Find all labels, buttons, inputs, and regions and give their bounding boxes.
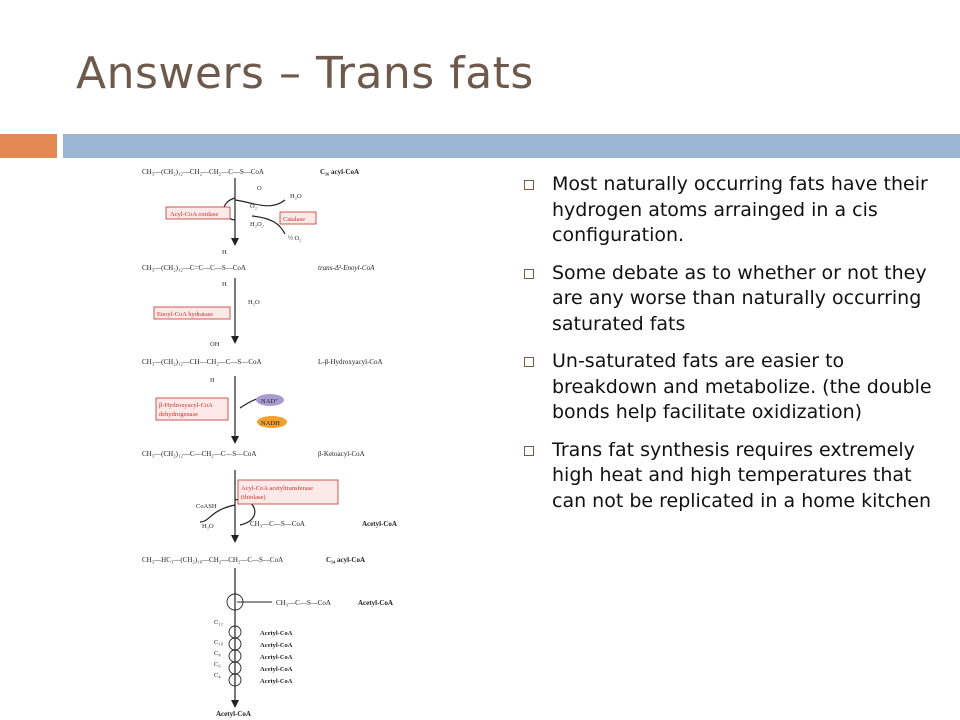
- acetyl-coa-label-2: Acetyl-CoA: [358, 599, 393, 607]
- square-bullet-icon: [524, 269, 534, 279]
- ketoacyl-coa-label: β-Ketoacyl-CoA: [318, 450, 365, 458]
- cycle-c8: C₈: [214, 650, 221, 657]
- pathway-arrows: [200, 178, 285, 700]
- oh-label: OH: [210, 341, 220, 348]
- h2o-hydratase-label: H₂O: [248, 299, 260, 306]
- square-bullet-icon: [524, 357, 534, 367]
- bullet-item: [522, 261, 942, 338]
- nad-label: NAD⁺: [261, 398, 279, 405]
- hydroxyacyl-dehydrogenase-1: β-Hydroxyacyl-CoA: [159, 402, 213, 409]
- coash-label: CoASH: [196, 503, 217, 510]
- h-row3: H: [210, 377, 215, 384]
- catalase: Catalase: [283, 216, 306, 223]
- final-acetyl-coa: Acetyl-CoA: [216, 710, 251, 718]
- acyl-coa-oxidase: Acyl-CoA oxidase: [170, 211, 219, 218]
- hydroxyacyl-coa-label: L-β-Hydroxyacyl-CoA: [318, 358, 383, 366]
- cycle-c4: C₄: [214, 672, 221, 679]
- enoyl-coa-formula: CH₃—(CH₂)₁₂—C=C—C—S—CoA: [142, 264, 246, 272]
- bullet-text: Most naturally occurring fats have their hydrogen atoms arrainged in a cis configuration.: [552, 173, 928, 246]
- o2-label: O₂: [250, 203, 257, 210]
- square-bullet-icon: [524, 180, 534, 190]
- h-above: H: [222, 249, 227, 256]
- half-o2-label: ½ O₂: [288, 235, 302, 242]
- slide-title: Answers – Trans fats: [76, 48, 534, 99]
- accent-bar-orange: [0, 134, 57, 158]
- nadh-label: NADH: [261, 420, 280, 427]
- cycle-product-2: Acetyl-CoA: [260, 642, 293, 649]
- h2o2-label: H₂O₂: [250, 221, 264, 228]
- acetyl-coa-formula-2: CH₃—C—S—CoA: [276, 599, 331, 607]
- h2o-thiolase-label: H₂O: [202, 523, 214, 530]
- cycle-product-1: Acetyl-CoA: [260, 630, 293, 637]
- bullet-text: Some debate as to whether or not they are any worse than naturally occurring saturated fats: [552, 261, 927, 335]
- o-label: O: [257, 185, 262, 192]
- c14-acyl-coa-label: C₁₄ acyl-CoA: [326, 556, 365, 564]
- bullet-text: Trans fat synthesis requires extremely high heat and high temperatures that can not be replicated in a home kitchen: [552, 438, 932, 512]
- cycle-product-4: Acetyl-CoA: [260, 666, 293, 673]
- h-below: H: [222, 281, 227, 288]
- acetyltransferase-2: (thiolase): [241, 494, 266, 501]
- bullet-item: [522, 172, 942, 249]
- accent-bar-blue: [63, 134, 960, 158]
- cycle-c10: C₁₀: [214, 639, 223, 646]
- bullet-item: [522, 438, 942, 515]
- square-bullet-icon: [524, 446, 534, 456]
- cycle-c6: C₆: [214, 661, 221, 668]
- cycle-product-3: Acetyl-CoA: [260, 654, 293, 661]
- acetyl-coa-label-1: Acetyl-CoA: [362, 520, 397, 528]
- bullet-item: [522, 349, 942, 426]
- enoyl-coa-hydratase: Enoyl-CoA hydratase: [157, 311, 214, 318]
- h2o-top-label: H₂O: [290, 193, 302, 200]
- beta-oxidation-diagram: [140, 160, 420, 720]
- enoyl-coa-label: trans-Δ²-Enoyl-CoA: [318, 264, 375, 272]
- cycle-product-5: Acetyl-CoA: [260, 678, 293, 685]
- c14-acyl-coa-formula: CH₃—HC₃—(CH₂)₁₀—CH₂—CH₂—C—S—CoA: [142, 556, 284, 564]
- acyl-coa-formula: CH₃—(CH₂)₁₂—CH₂—CH₂—C—S—CoA: [142, 168, 264, 176]
- ketoacyl-coa-formula: CH₃—(CH₂)₁₂—C—CH₂—C—S—CoA: [142, 450, 257, 458]
- acetyl-coa-formula-1: CH₃—C—S—CoA: [250, 520, 305, 528]
- acetyltransferase-1: Acyl-CoA acetyltransferase: [241, 485, 314, 492]
- bullet-text: Un-saturated fats are easier to breakdown and metabolize. (the double bonds help facilitate oxidization): [552, 350, 932, 423]
- bullet-list: [522, 172, 942, 526]
- hydroxyacyl-dehydrogenase-2: dehydrogenase: [159, 411, 198, 418]
- hydroxyacyl-coa-formula: CH₃—(CH₂)₁₂—CH—CH₂—C—S—CoA: [142, 358, 262, 366]
- acyl-coa-label: C₁₆ acyl-CoA: [320, 168, 359, 176]
- cycle-c12: C₁₂: [214, 619, 223, 626]
